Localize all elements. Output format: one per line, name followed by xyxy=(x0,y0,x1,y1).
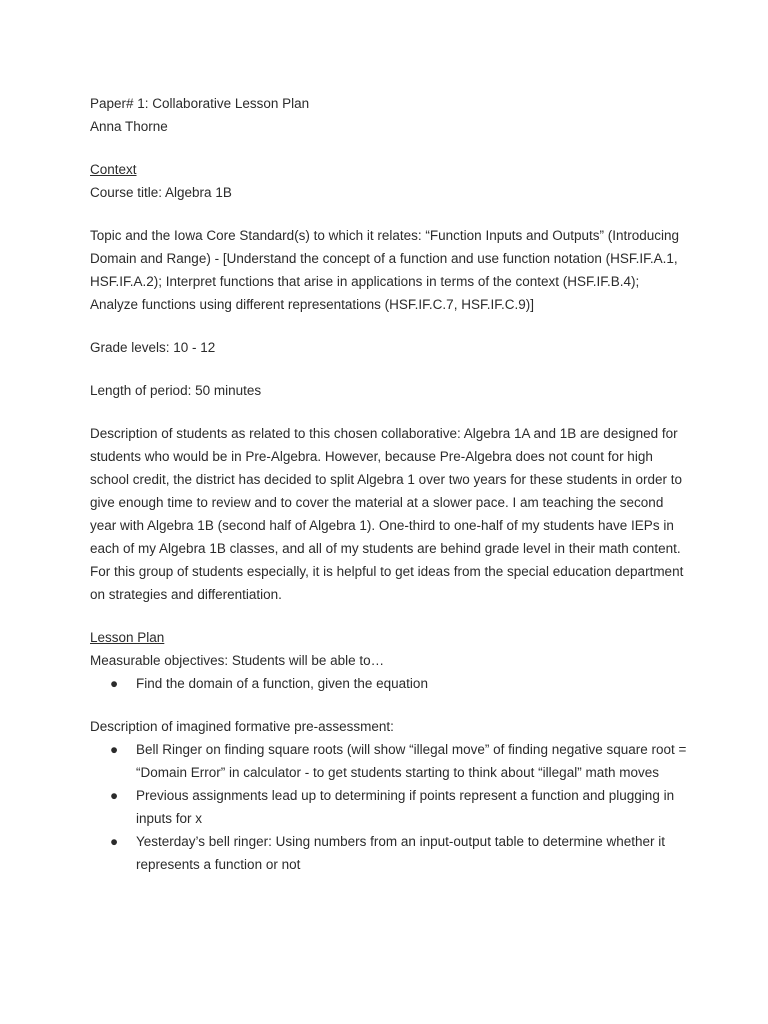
document-body xyxy=(90,92,690,876)
student-description-paragraph: Description of students as related to this chosen collaborative: Algebra 1A and 1B are designed for students who would be in Pre-Algebra. However, because Pre-Algebra does not count for high school credit, the district has decided to split Algebra 1 over two years for these students in order to give enough time to review and to cover the material at a slower pace. I am teaching the second year with Algebra 1B (second half of Algebra 1). One-third to one-half of my students have IEPs in each of my Algebra 1B classes, and all of my students are behind grade level in their math content. For this group of students especially, it is helpful to get ideas from the special education department on strategies and differentiation. xyxy=(90,426,684,602)
topic-paragraph: Topic and the Iowa Core Standard(s) to which it relates: “Function Inputs and Outputs” (Introducing Domain and Range) - [Understand the concept of a function and use function notation (HSF.IF.A.1, HSF.IF.A.2); Interpret functions that arise in applications in terms of the context (HSF.IF.B.4); Analyze functions using different representations (HSF.IF.C.7, HSF.IF.C.9)] xyxy=(90,228,680,312)
paper-title: Paper# 1: Collaborative Lesson Plan xyxy=(90,96,310,111)
context-heading: Context xyxy=(90,162,137,177)
bullet-icon: ● xyxy=(110,834,119,849)
objectives-list xyxy=(90,672,690,695)
list-item-text: Previous assignments lead up to determining if points represent a function and plugging in inputs for x xyxy=(136,788,675,826)
list-item xyxy=(90,830,690,876)
bullet-icon: ● xyxy=(110,788,119,803)
bullet-icon: ● xyxy=(110,742,119,757)
author-name: Anna Thorne xyxy=(90,119,168,134)
objectives-intro: Measurable objectives: Students will be able to… xyxy=(90,653,385,668)
list-item-text: Find the domain of a function, given the equation xyxy=(136,676,428,691)
list-item-text: Yesterday’s bell ringer: Using numbers from an input-output table to determine whether it represents a function or not xyxy=(136,834,666,872)
list-item xyxy=(90,784,690,830)
list-item-text: Bell Ringer on finding square roots (will show “illegal move” of finding negative square root = “Domain Error” in calculator - to get students starting to think about “illegal” math moves xyxy=(136,742,687,780)
list-item xyxy=(90,672,690,695)
preassessment-list xyxy=(90,738,690,876)
lesson-plan-heading: Lesson Plan xyxy=(90,630,165,645)
course-title: Course title: Algebra 1B xyxy=(90,185,232,200)
list-item xyxy=(90,738,690,784)
bullet-icon: ● xyxy=(110,676,119,691)
length-of-period: Length of period: 50 minutes xyxy=(90,383,262,398)
preassessment-intro: Description of imagined formative pre-assessment: xyxy=(90,719,394,734)
grade-levels: Grade levels: 10 - 12 xyxy=(90,340,216,355)
